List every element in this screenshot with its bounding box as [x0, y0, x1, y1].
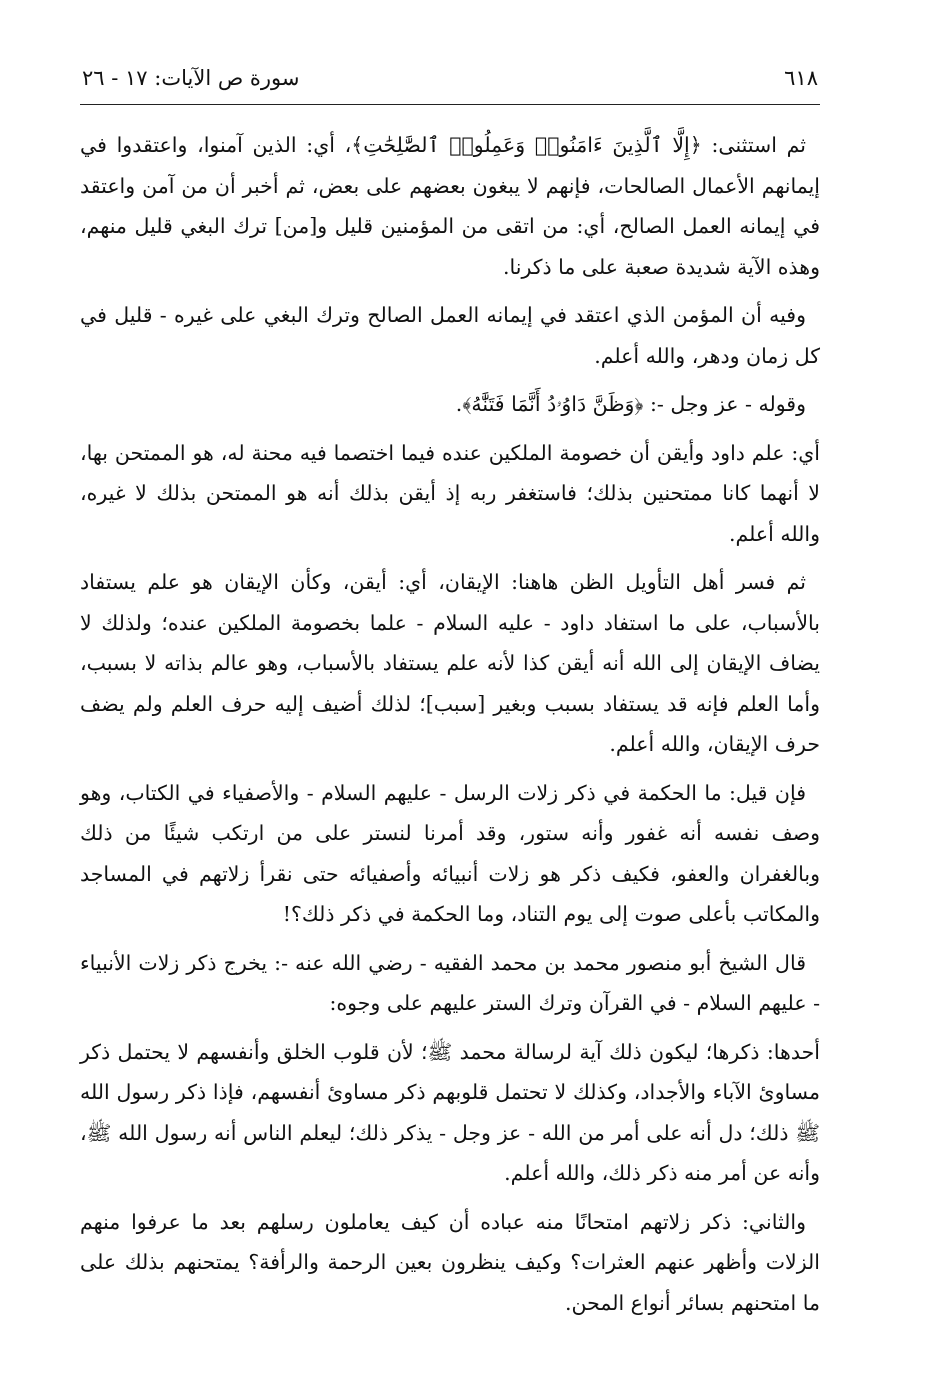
- paragraph-9: والثاني: ذكر زلاتهم امتحانًا منه عباده أن كيف يعاملون رسلهم بعد ما عرفوا منهم الزلات وأظهر عنهم العثرات؟ وكيف ينظرون بعين الرحمة والرأفة؟ يمتحنهم بذلك على ما امتحنهم بسائر أنواع المحن.: [80, 1209, 820, 1315]
- body-text: [80, 125, 820, 1323]
- paragraph-3: وقوله - عز وجل -: ﴿وَظَنَّ دَاوُۥدُ أَنَّمَا فَتَنَّٰهُ﴾.: [455, 392, 806, 416]
- running-title: سورة ص الآيات: ١٧ - ٢٦: [82, 66, 300, 90]
- paragraph-5: ثم فسر أهل التأويل الظن هاهنا: الإيقان، أي: أيقن، وكأن الإيقان هو علم يستفاد بالأسباب، على ما استفاد داود - عليه السلام - علما بخصومة الملكين عنده؛ ولذلك لا يضاف الإيقان إلى الله أنه أيقن كذا لأنه علم يستفاد بالأسباب، وهو عالم بذاته لا بسبب، وأما العلم فإنه قد يستفاد بسبب وبغير [سبب]؛ لذلك أضيف إليه حرف العلم ولم يضف حرف الإيقان، والله أعلم.: [80, 570, 820, 756]
- paragraph-2: وفيه أن المؤمن الذي اعتقد في إيمانه العمل الصالح وترك البغي على غيره - قليل في كل زمان ودهر، والله أعلم.: [80, 303, 820, 368]
- paragraph-1: ثم استثنى: ﴿إِلَّا ٱلَّذِينَ ءَامَنُوا۟ وَعَمِلُوا۟ ٱلصَّٰلِحَٰتِ﴾، أي: الذين آمنوا، واعتقدوا في إيمانهم الأعمال الصالحات، فإنهم لا يبغون بعضهم على بعض، ثم أخبر أن من آمن واعتقد في إيمانه العمل الصالح، أي: من اتقى من المؤمنين قليل و[من] ترك البغي قليل منهم، وهذه الآية شديدة صعبة على ما ذكرنا.: [80, 133, 820, 279]
- paragraph-7: قال الشيخ أبو منصور محمد بن محمد الفقيه - رضي الله عنه -: يخرج ذكر زلات الأنبياء - عليهم السلام - في القرآن وترك الستر عليهم على وجوه:: [80, 950, 820, 1015]
- paragraph-4: أي: علم داود وأيقن أن خصومة الملكين عنده فيما اختصما فيه محنة له، هو الممتحن بها، لا أنهما كانا ممتحنين بذلك؛ فاستغفر ربه إذ أيقن بذلك أنه هو الممتحن بذلك لا غيره، والله أعلم.: [80, 440, 820, 546]
- page-header: [80, 60, 820, 105]
- paragraph-6: فإن قيل: ما الحكمة في ذكر زلات الرسل - عليهم السلام - والأصفياء في الكتاب، وهو وصف نفسه أنه غفور وأنه ستور، وقد أمرنا لنستر على من ارتكب شيئًا من ذلك وبالغفران والعفو، فكيف ذكر هو زلات أنبيائه وأصفيائه حتى نقرأ زلاتهم في المساجد والمكاتب بأعلى صوت إلى يوم التناد، وما الحكمة في ذكر ذلك؟!: [80, 780, 820, 926]
- page-number: ٦١٨: [784, 66, 818, 90]
- book-page: [80, 60, 820, 1350]
- paragraph-8: أحدها: ذكرها؛ ليكون ذلك آية لرسالة محمد ﷺ؛ لأن قلوب الخلق وأنفسهم لا يحتمل ذكر مساوئ الآباء والأجداد، وكذلك لا تحتمل قلوبهم ذكر مساوئ أنفسهم، فإذا ذكر رسول الله ﷺ ذلك؛ دل أنه على أمر من الله - عز وجل - يذكر ذلك؛ ليعلم الناس أنه رسول الله ﷺ، وأنه عن أمر منه ذكر ذلك، والله أعلم.: [80, 1039, 820, 1185]
